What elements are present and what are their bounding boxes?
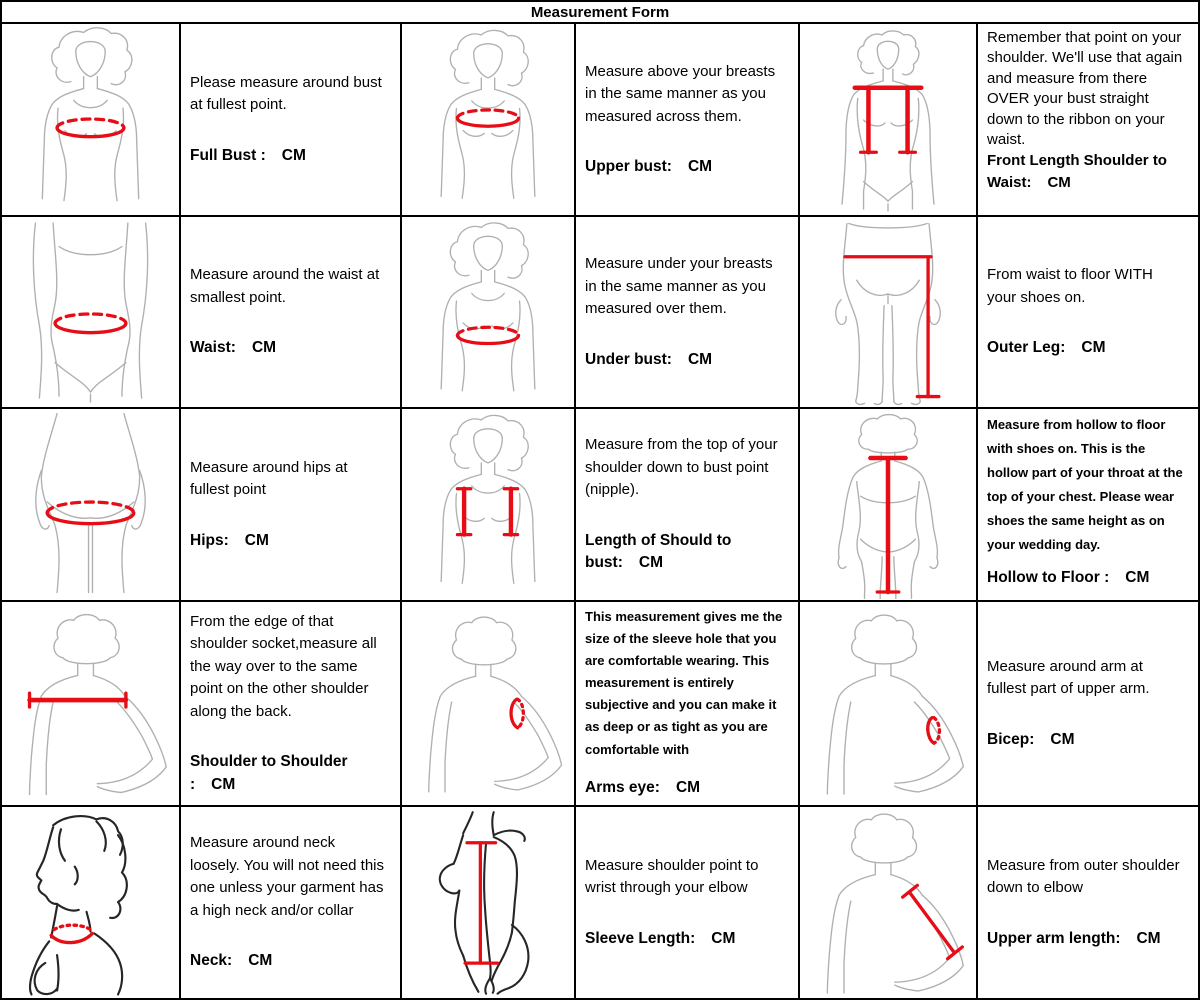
instruction-cell [576,602,798,805]
instruction-cell [978,409,1198,600]
measurement-label: Length of Should to bust: CM [585,531,732,572]
instruction-text: Measure under your breasts in the same manner as you measured over them. [585,255,773,318]
instruction-cell [576,807,798,998]
arms-eye-figure [402,602,574,805]
measurement-label: Upper arm length: CM [987,929,1161,947]
front-length-shoulder-to-waist-figure [800,24,976,215]
measurement-label: Full Bust : CM [190,146,306,164]
figure-cell [2,807,179,998]
instruction-cell [181,409,400,600]
measurement-label: Bicep: CM [987,730,1075,748]
sleeve-length-figure [402,807,574,998]
full-bust-figure [2,24,179,215]
instruction-text: Remember that point on your shoulder. We'll use that again and measure from there OVER your bust straight down to the ribbon on your waist. [987,29,1183,148]
figure-cell [800,807,976,998]
instruction-text: This measurement gives me the size of the sleeve hole that you are comfortable wearing. This measurement is entirely subjective and you can make it as deep or as tight as you are comfortable with [585,609,783,757]
instruction-cell [978,24,1198,215]
measurement-label: Upper bust: CM [585,158,713,176]
figure-cell [402,24,574,215]
upper-arm-length-figure [800,807,976,998]
measurement-label: Hollow to Floor : CM [987,569,1150,587]
instruction-cell [181,217,400,407]
bicep-figure [800,602,976,805]
figure-cell [402,602,574,805]
figure-cell [800,602,976,805]
figure-cell [800,217,976,407]
instruction-cell [576,409,798,600]
measurement-label: Shoulder to Shoulder : CM [190,753,348,793]
waist-figure [2,217,179,407]
measurement-label: Under bust: CM [585,350,713,368]
hips-figure [2,409,179,600]
hollow-to-floor-figure [800,409,976,600]
instruction-text: Measure from the top of your shoulder down to bust point (nipple). [585,436,778,499]
figure-cell [800,409,976,600]
measurement-label: Hips: CM [190,531,269,549]
instruction-cell [576,24,798,215]
figure-cell [402,217,574,407]
figure-cell [2,409,179,600]
measurement-label: Sleeve Length: CM [585,929,736,947]
figure-cell [2,24,179,215]
measurement-label: Outer Leg: CM [987,339,1106,357]
instruction-cell [978,217,1198,407]
instruction-text: From the edge of that shoulder socket,measure all the way over to the same point on the other shoulder along the back. [190,612,377,720]
measurement-label: Waist: CM [190,339,277,357]
instruction-text: Measure around neck loosely. You will not need this one unless your garment has a high neck and/or collar [190,834,385,919]
figure-cell [800,24,976,215]
instruction-cell [181,602,400,805]
instruction-cell [978,602,1198,805]
figure-cell [2,602,179,805]
instruction-text: Measure around the waist at smallest point. [190,266,380,306]
shoulder-to-shoulder-figure [2,602,179,805]
instruction-text: Measure shoulder point to wrist through your elbow [585,856,759,897]
neck-figure [2,807,179,998]
figure-cell [402,409,574,600]
measurement-label: Front Length Shoulder to Waist: CM [987,152,1167,192]
form-title: Measurement Form [2,2,1198,22]
instruction-text: Measure above your breasts in the same manner as you measured across them. [585,62,776,125]
instruction-cell [181,807,400,998]
instruction-text: Measure around hips at fullest point [190,458,348,499]
instruction-text: Measure from hollow to floor with shoes on. This is the hollow part of your throat at the top of your chest. Please wear shoes the same height as on your wedding day. [987,417,1183,553]
figure-cell [402,807,574,998]
instruction-text: Please measure around bust at fullest point. [190,73,382,114]
instruction-text: Measure from outer shoulder down to elbow [987,856,1180,897]
instruction-text: Measure around arm at fullest part of upper arm. [987,657,1150,698]
figure-cell [2,217,179,407]
instruction-text: From waist to floor WITH your shoes on. [987,266,1153,306]
outer-leg-figure [800,217,976,407]
upper-bust-figure [402,24,574,215]
instruction-cell [978,807,1198,998]
under-bust-figure [402,217,574,407]
measurement-label: Arms eye: CM [585,778,701,796]
instruction-cell [576,217,798,407]
instruction-cell [181,24,400,215]
shoulder-to-bust-figure [402,409,574,600]
measurement-label: Neck: CM [190,952,273,970]
